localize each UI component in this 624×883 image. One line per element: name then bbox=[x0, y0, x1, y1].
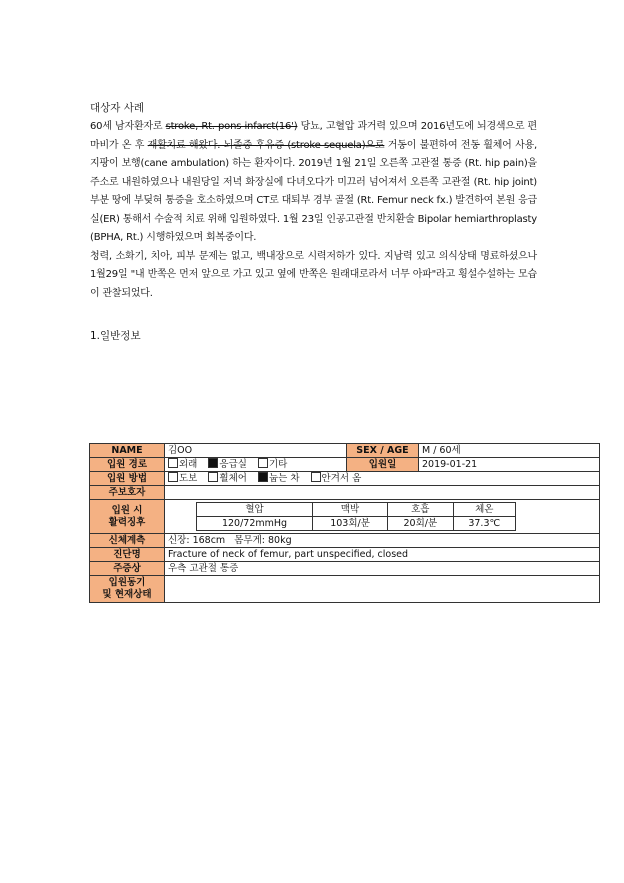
case-text: 당뇨, 고혈압 과거력 있으며 2016년도에 뇌경색으로 편마비가 온 후 bbox=[90, 121, 537, 151]
checkbox-icon bbox=[168, 472, 178, 482]
option-label: 안겨서 옴 bbox=[321, 473, 362, 484]
body-measure-value: 신장: 168cm 몸무게: 80kg bbox=[165, 534, 600, 548]
admission-motive-label bbox=[90, 576, 165, 603]
method-option[interactable] bbox=[311, 473, 362, 484]
method-label: 입원 방법 bbox=[90, 472, 165, 486]
case-paragraph-2: 청력, 소화기, 치아, 피부 문제는 없고, 백내장으로 시력저하가 있다. 지남력 있고 의식상태 명료하셨으나 1월29일 "내 반쪽은 먼저 앞으로 가고 있고 옆에 반쪽은 원래대로라서 너무 아파"라고 횡설수설하는 모습이 관찰되었다. bbox=[90, 250, 537, 299]
admission-motive-value bbox=[165, 576, 600, 603]
table-row bbox=[90, 472, 600, 486]
checked-box-icon bbox=[258, 472, 268, 482]
checkbox-icon bbox=[311, 472, 321, 482]
table-row bbox=[90, 548, 600, 562]
option-label: 외래 bbox=[179, 459, 198, 470]
method-option[interactable] bbox=[168, 473, 197, 484]
table-row bbox=[90, 458, 600, 472]
option-label: 기타 bbox=[268, 459, 288, 470]
admit-date-value: 2019-01-21 bbox=[419, 458, 600, 472]
route-label: 입원 경로 bbox=[90, 458, 165, 472]
sex-age-value: M / 60세 bbox=[419, 444, 600, 458]
sex-age-label: SEX / AGE bbox=[347, 444, 419, 458]
case-text: 60세 남자환자로 bbox=[90, 121, 166, 132]
vitals-value: 20회/분 bbox=[388, 517, 453, 531]
vitals-header: 체온 bbox=[453, 503, 515, 517]
table-row bbox=[90, 444, 600, 458]
admit-date-label: 입원일 bbox=[347, 458, 419, 472]
method-option[interactable] bbox=[208, 473, 247, 484]
vitals-label-line: 활력징후 bbox=[108, 516, 146, 528]
route-option[interactable] bbox=[208, 459, 247, 470]
route-options bbox=[165, 458, 347, 472]
case-title: 대상자 사례 bbox=[90, 102, 145, 114]
vitals-header-row bbox=[197, 503, 516, 517]
chief-complaint-label: 주증상 bbox=[90, 562, 165, 576]
vitals-value: 120/72mmHg bbox=[197, 517, 313, 531]
table-row bbox=[90, 500, 600, 534]
motive-label-line: 입원동기 bbox=[108, 577, 146, 588]
vitals-label bbox=[90, 500, 165, 534]
method-options bbox=[165, 472, 600, 486]
name-value: 김OO bbox=[165, 444, 347, 458]
vitals-cell bbox=[165, 500, 600, 534]
table-row bbox=[90, 562, 600, 576]
vitals-value: 37.3℃ bbox=[453, 517, 515, 531]
body-measure-label: 신체계측 bbox=[90, 534, 165, 548]
section-title: 1.일반정보 bbox=[90, 330, 141, 342]
vitals-header: 맥박 bbox=[313, 503, 388, 517]
vitals-label-line: 입원 시 bbox=[111, 504, 143, 516]
vitals-value: 103회/분 bbox=[313, 517, 388, 531]
route-option[interactable] bbox=[168, 459, 197, 470]
general-info-table bbox=[89, 443, 600, 603]
motive-label-line: 및 현재상태 bbox=[102, 589, 152, 600]
method-option[interactable] bbox=[258, 473, 300, 484]
case-description bbox=[90, 118, 537, 303]
vitals-table bbox=[196, 502, 516, 531]
vitals-header: 혈압 bbox=[197, 503, 313, 517]
caregiver-label: 주보호자 bbox=[90, 486, 165, 500]
table-row bbox=[90, 534, 600, 548]
struck-text: 재활치료 해왔다. 뇌졸중 후유증 (stroke sequela)으로 bbox=[147, 139, 385, 151]
checked-box-icon bbox=[208, 458, 218, 468]
struck-text: stroke, Rt. pons infarct(16') bbox=[165, 121, 298, 132]
option-label: 눕는 차 bbox=[268, 473, 300, 484]
case-text: 거동이 불편하여 전동 휠체어 사용, 지팡이 보행(cane ambulation) 하는 환자이다. 2019년 1월 21일 오른쪽 고관절 통증 (Rt. hip pain)을 주소로 내원하였으나 내원당일 저녁 화장실에 다녀오다가 미끄러 넘어져서 오른쪽 고관절 (Rt. hip joint) 부분 땅에 부딪혀 통증을 호소하였으며 CT로 대퇴부 경부 골절 (Rt. Femur neck fx.) 발견하여 본원 응급실(ER) 통해서 수술적 치료 위해 입원하였다. 1월 23일 인공고관절 반치환술 Bipolar hemiarthroplasty (BPHA, Rt.) 시행하였으며 회복중이다. bbox=[90, 139, 537, 243]
vitals-header: 호흡 bbox=[388, 503, 453, 517]
option-label: 도보 bbox=[179, 473, 198, 484]
vitals-value-row bbox=[197, 517, 516, 531]
option-label: 휠체어 bbox=[219, 473, 247, 484]
name-label: NAME bbox=[90, 444, 165, 458]
option-label: 응급실 bbox=[219, 459, 247, 470]
route-option[interactable] bbox=[258, 459, 287, 470]
checkbox-icon bbox=[258, 458, 268, 468]
diagnosis-label: 진단명 bbox=[90, 548, 165, 562]
checkbox-icon bbox=[168, 458, 178, 468]
diagnosis-value: Fracture of neck of femur, part unspecified, closed bbox=[165, 548, 600, 562]
case-paragraph-1 bbox=[90, 118, 537, 248]
checkbox-icon bbox=[208, 472, 218, 482]
table-row bbox=[90, 576, 600, 603]
chief-complaint-value: 우측 고관절 통증 bbox=[165, 562, 600, 576]
caregiver-value bbox=[165, 486, 600, 500]
table-row bbox=[90, 486, 600, 500]
